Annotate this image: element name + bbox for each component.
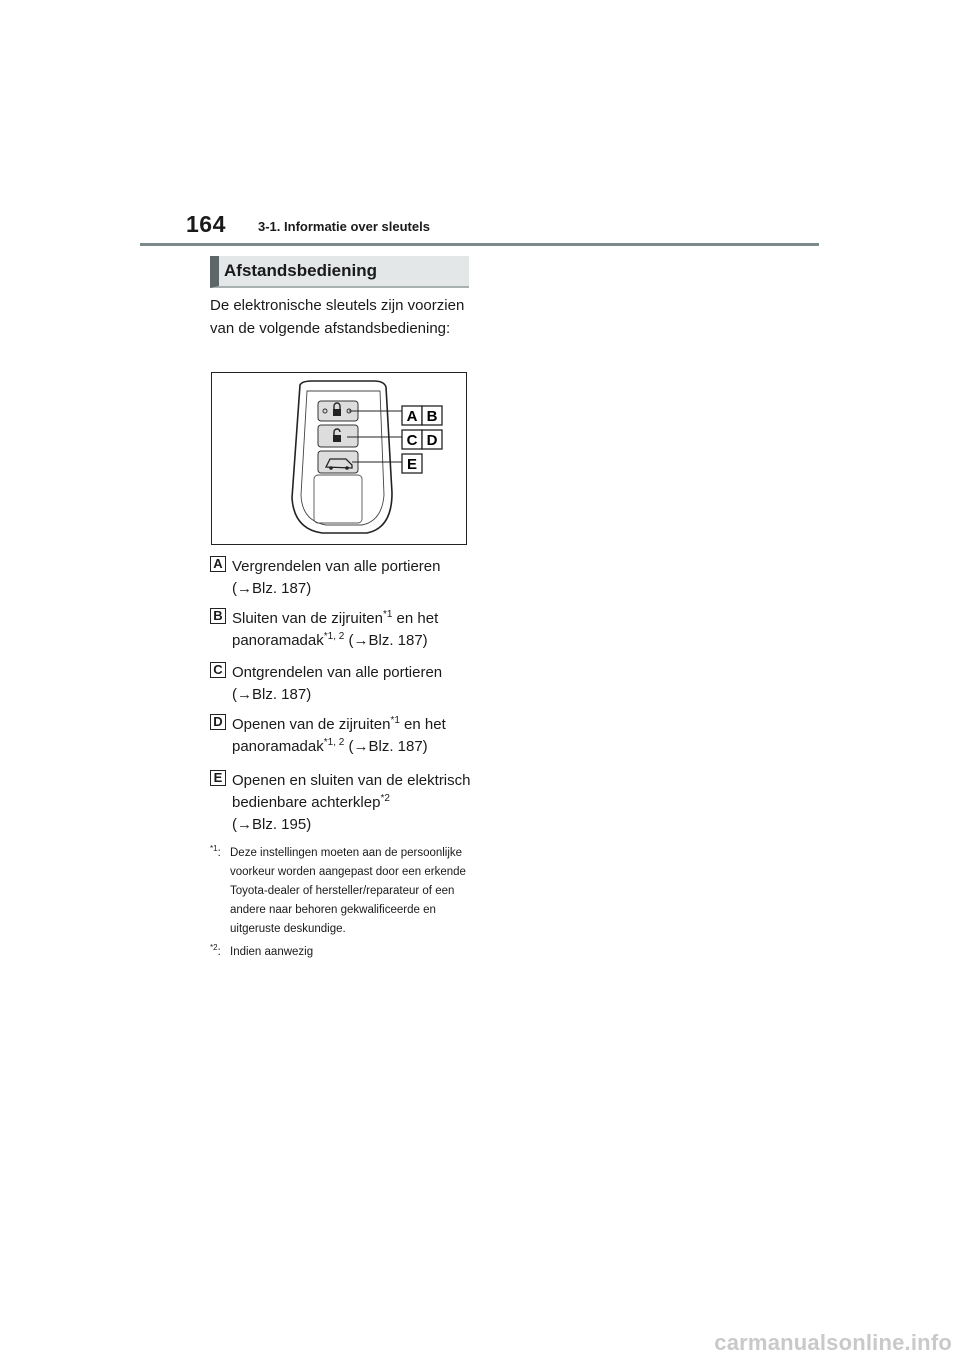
item-sup: *1 (390, 715, 400, 726)
key-fob-illustration (212, 373, 468, 546)
callout-c: C (406, 432, 418, 449)
item-ref: (→Blz. 187) (232, 580, 312, 597)
list-item (210, 770, 472, 836)
item-sup: *1, 2 (323, 737, 345, 748)
item-text: en het panoramadak (232, 716, 446, 755)
section-heading: Afstandsbediening (210, 256, 469, 288)
item-sup: *2 (380, 793, 390, 804)
footnote-text: Deze instellingen moeten aan de persoonlijke voorkeur worden aangepast door een erkende Toyota-dealer of hersteller/reparateur of een andere naar behoren gekwalificeerde en uitgeruste deskundige. (230, 847, 466, 935)
list-item (210, 556, 472, 608)
page-number: 164 (186, 211, 226, 237)
section-path: 3-1. Informatie over sleutels (258, 219, 430, 234)
watermark: carmanualsonline.info (714, 1330, 952, 1355)
footnote-mark: *1 (210, 844, 218, 854)
item-text: Sluiten van de zijruiten (232, 610, 383, 627)
footnotes (210, 844, 472, 966)
item-text: en het panoramadak (232, 610, 439, 649)
callout-e: E (406, 456, 418, 473)
list-item (210, 714, 472, 770)
intro-paragraph: De elektronische sleutels zijn voorzien van de volgende afstandsbediening: (210, 297, 465, 337)
footnote-text: Indien aanwezig (230, 946, 314, 958)
footnote-mark: *2 (210, 943, 218, 953)
header-rule (140, 243, 819, 246)
callout-a: A (406, 408, 418, 425)
item-marker: B (210, 608, 226, 624)
list-item (210, 608, 472, 662)
item-text: Ontgrendelen van alle portieren (232, 664, 443, 681)
item-list (210, 556, 472, 836)
item-marker: E (210, 770, 226, 786)
item-ref: (→Blz. 187) (344, 738, 428, 755)
item-ref: (→Blz. 187) (232, 686, 312, 703)
item-marker: D (210, 714, 226, 730)
item-ref: (→Blz. 195) (232, 816, 312, 833)
footnote: $^{*2}$: Indien aanwezig (210, 943, 314, 958)
list-item (210, 662, 472, 714)
callout-b: B (426, 408, 438, 425)
item-ref: (→Blz. 187) (344, 632, 428, 649)
item-text: Vergrendelen van alle portieren (232, 558, 441, 575)
item-sup: *1, 2 (323, 631, 345, 642)
callout-d: D (426, 432, 438, 449)
item-text: Openen van de zijruiten (232, 716, 391, 733)
item-marker: C (210, 662, 226, 678)
footnote: $^{*1}$: Deze instellingen moeten aan de persoonlijke voorkeur worden aangepast door een erkende Toyota-dealer of hersteller/reparateur of een andere naar behoren gekwalificeerde en uitgeruste deskundige. (210, 844, 466, 935)
item-text: Openen en sluiten van de elektrisch bedienbare achterklep (232, 772, 471, 811)
item-sup: *1 (382, 609, 393, 620)
key-fob-figure (211, 372, 467, 545)
item-marker: A (210, 556, 226, 572)
